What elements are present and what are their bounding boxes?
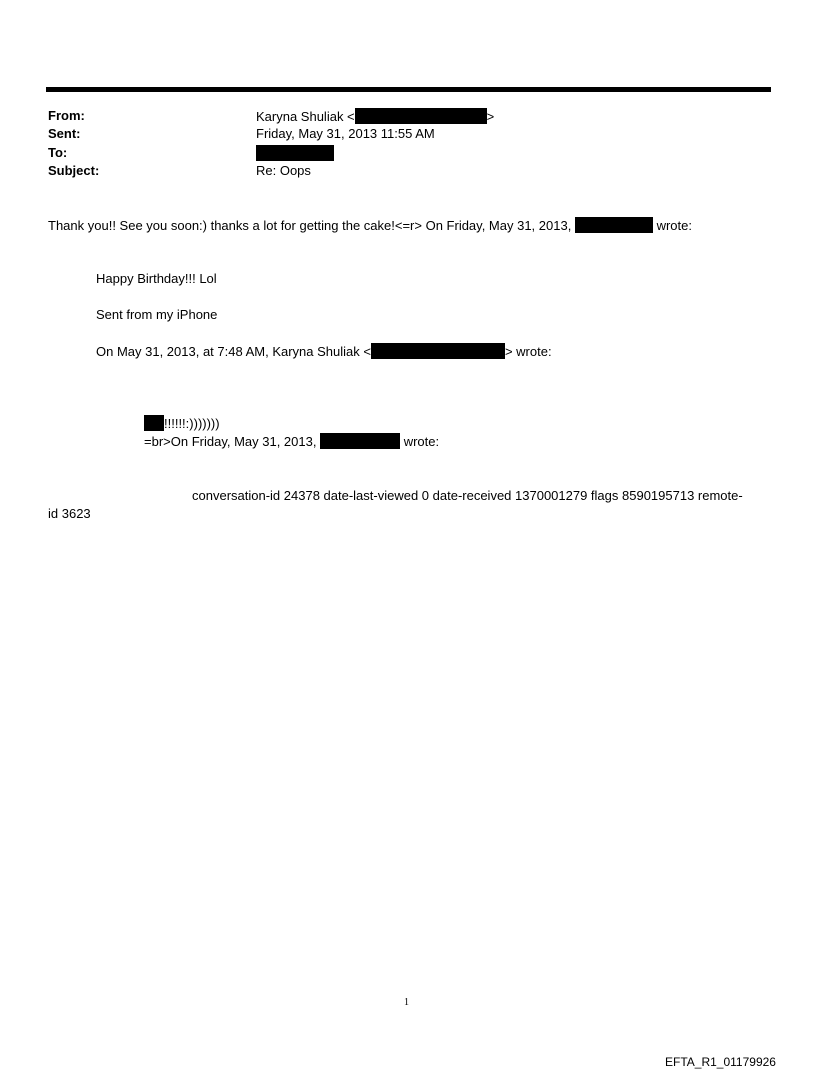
sent-value: Friday, May 31, 2013 11:55 AM — [256, 126, 435, 141]
from-label: From: — [48, 108, 85, 123]
redaction-bar — [256, 145, 334, 161]
metadata-line-1: conversation-id 24378 date-last-viewed 0 date-received 1370001279 flags 8590195713 remote- — [192, 488, 743, 503]
sent-label: Sent: — [48, 126, 81, 141]
from-value — [256, 108, 494, 124]
redaction-bar — [575, 217, 653, 233]
redaction-bar — [371, 343, 505, 359]
nested-line-2-end: wrote: — [403, 434, 440, 449]
quote-line-3-start: On May 31, 2013, at 7:48 AM, Karyna Shuliak < — [96, 344, 371, 359]
body-line-1 — [48, 217, 692, 233]
subject-value: Re: Oops — [256, 163, 311, 178]
to-label: To: — [48, 145, 68, 160]
header-rule — [46, 87, 771, 92]
quote-line-3-end: > wrote: — [504, 344, 552, 359]
nested-line-2 — [144, 433, 439, 449]
nested-line-2-start: =br>On Friday, May 31, 2013, — [144, 434, 317, 449]
page-number: 1 — [404, 997, 409, 1008]
to-value — [256, 145, 334, 161]
bates-number: EFTA_R1_01179926 — [665, 1055, 776, 1069]
redaction-bar — [144, 415, 164, 431]
body-line-1-text: Thank you!! See you soon:) thanks a lot for getting the cake!<=r> On Friday, May 31, 2013, — [48, 218, 572, 233]
nested-line-1 — [144, 415, 220, 431]
metadata-line-2: id 3623 — [48, 506, 91, 521]
nested-line-1-text: !!!!!!:))))))) — [164, 416, 220, 431]
quote-line-1: Happy Birthday!!! Lol — [96, 271, 217, 286]
redaction-bar — [320, 433, 400, 449]
from-close: > — [486, 109, 495, 124]
redaction-bar — [355, 108, 487, 124]
subject-label: Subject: — [48, 163, 100, 178]
body-line-1-end: wrote: — [656, 218, 692, 233]
quote-line-3 — [96, 343, 552, 359]
quote-line-2: Sent from my iPhone — [96, 307, 218, 322]
from-name: Karyna Shuliak < — [256, 109, 355, 124]
